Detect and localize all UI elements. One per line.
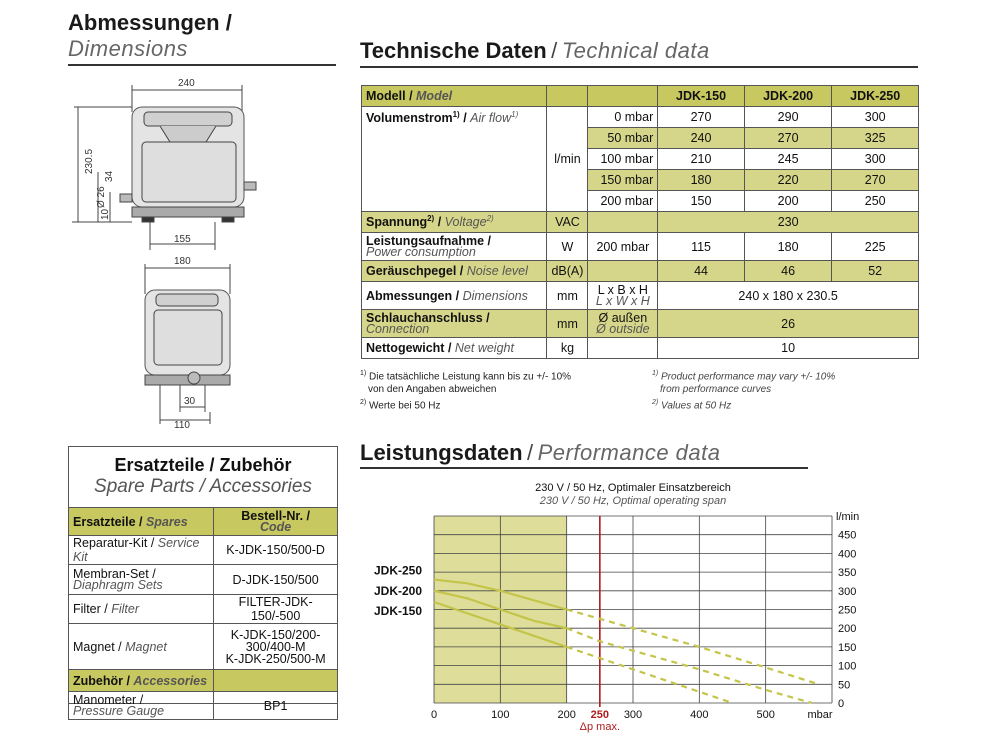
weight-label: Nettogewicht / Net weight: [362, 338, 547, 359]
airflow-cell: 300: [832, 149, 919, 170]
airflow-cell: 200: [744, 191, 832, 212]
y-tick-label: 200: [838, 623, 857, 636]
spare-filter: Filter / Filter: [69, 595, 214, 624]
spares-subtitle: Spare Parts / Accessories: [94, 476, 312, 497]
hose-label: Schlauchanschluss / Connection: [362, 310, 547, 338]
dims-label: Abmessungen / Dimensions: [362, 282, 547, 310]
hose-unit: mm: [547, 310, 588, 338]
code-filter: FILTER-JDK-150/-500: [214, 595, 338, 624]
airflow-cell: 270: [832, 170, 919, 191]
airflow-cell: 270: [658, 107, 745, 128]
airflow-p100: 100 mbar: [588, 149, 658, 170]
col-jdk250: JDK-250: [832, 86, 919, 107]
spare-service-kit: Reparatur-Kit / Service Kit: [69, 536, 214, 565]
code-service-kit: K-JDK-150/500-D: [214, 536, 338, 565]
airflow-unit: l/min: [547, 107, 588, 212]
dims-cond: L x B x H L x W x H: [588, 282, 658, 310]
power-unit: W: [547, 233, 588, 261]
chart-subtitle: 230 V / 50 Hz, Optimaler Einsatzbereich 230 V / 50 Hz, Optimal operating span: [535, 482, 731, 507]
series-label-jdk-250: JDK-250: [374, 563, 423, 578]
accessory-manometer: Manometer / Pressure Gauge: [69, 692, 214, 720]
series-label-jdk-150: JDK-150: [374, 604, 423, 619]
dim-label-30: 30: [184, 396, 196, 407]
hose-cond: Ø außen Ø outside: [588, 310, 658, 338]
airflow-cell: 250: [832, 191, 919, 212]
col-jdk200: JDK-200: [744, 86, 832, 107]
airflow-cell: 245: [744, 149, 832, 170]
dim-label-26: Ø 26: [96, 186, 107, 208]
y-tick-label: 300: [838, 585, 857, 598]
dim-label-240: 240: [178, 78, 195, 89]
x-tick-label: 100: [491, 709, 510, 721]
x-tick-label: 400: [690, 709, 709, 721]
x-tick-label: 300: [623, 709, 643, 721]
airflow-cell: 270: [744, 128, 832, 149]
noise-cell: 44: [658, 261, 745, 282]
airflow-p200: 200 mbar: [588, 191, 658, 212]
y-axis-label: l/min: [836, 511, 860, 523]
noise-cell: 52: [832, 261, 919, 282]
airflow-p0: 0 mbar: [588, 107, 658, 128]
voltage-unit: VAC: [547, 212, 588, 233]
code-diaphragm: D-JDK-150/500: [214, 565, 338, 595]
code-magnet: K-JDK-150/200- 300/400-M K-JDK-250/500-M: [214, 624, 338, 670]
x-tick-label: 200: [557, 709, 576, 721]
noise-label: Geräuschpegel / Noise level: [362, 261, 547, 282]
col-jdk150: JDK-150: [658, 86, 745, 107]
y-tick-label: 0: [838, 698, 845, 710]
airflow-p150: 150 mbar: [588, 170, 658, 191]
power-cell: 225: [832, 233, 919, 261]
airflow-p50: 50 mbar: [588, 128, 658, 149]
x-tick-label: 500: [756, 709, 775, 721]
dimensions-title: Abmessungen / Dimensions: [68, 10, 232, 61]
spares-table: [68, 507, 338, 720]
footnotes-de: $^{1)}$ Die tatsächliche Leistung kann bis zu +/- 10% von den Angaben abweichen $^{2)}$ Werte bei 50 Hz: [360, 370, 572, 412]
spares-box: [68, 446, 338, 718]
max-pressure-sublabel: Δp max.: [579, 721, 621, 733]
voltage-value: 230: [658, 212, 919, 233]
airflow-cell: 290: [744, 107, 832, 128]
weight-unit: kg: [547, 338, 588, 359]
accessories-head: Zubehör / Accessories: [69, 670, 214, 692]
hose-value: 26: [658, 310, 919, 338]
model-head: Modell / Model: [362, 86, 547, 107]
series-label-jdk-200: JDK-200: [374, 583, 423, 598]
code-head: Bestell-Nr. / Code: [214, 508, 338, 536]
dims-value: 240 x 180 x 230.5: [658, 282, 919, 310]
x-tick-label: 0: [430, 709, 438, 721]
y-tick-label: 350: [838, 567, 857, 580]
dim-label-155: 155: [174, 234, 191, 245]
footnotes-en: $^{1)}$ Product performance may vary +/- 10% from performance curves $^{2)}$ Values at 50 Hz: [652, 370, 836, 412]
airflow-cell: 220: [744, 170, 832, 191]
x-axis-label: mbar: [807, 709, 833, 721]
performance-title: Leistungsdaten / Performance data: [360, 440, 721, 465]
weight-value: 10: [658, 338, 919, 359]
airflow-cell: 150: [658, 191, 745, 212]
airflow-cell: 210: [658, 149, 745, 170]
spares-head: Ersatzteile / Spares: [69, 508, 214, 536]
pump-drawing: [70, 72, 340, 432]
tech-title: Technische Daten / Technical data: [360, 38, 710, 63]
noise-cell: 46: [744, 261, 832, 282]
series-line-dashed-jdk-150: [567, 647, 733, 703]
power-cell: 115: [658, 233, 745, 261]
dim-label-34: 34: [104, 170, 115, 182]
airflow-cell: 300: [832, 107, 919, 128]
performance-rule: [360, 467, 808, 469]
airflow-cell: 180: [658, 170, 745, 191]
dimensions-rule: [68, 64, 336, 66]
y-tick-label: 150: [838, 641, 857, 654]
y-tick-label: 50: [838, 679, 851, 692]
airflow-cell: 240: [658, 128, 745, 149]
y-tick-label: 400: [838, 548, 857, 561]
performance-chart: [360, 508, 880, 740]
y-tick-label: 100: [838, 660, 857, 673]
y-tick-label: 250: [838, 604, 857, 617]
dims-unit: mm: [547, 282, 588, 310]
noise-unit: dB(A): [547, 261, 588, 282]
dim-label-10: 10: [100, 208, 111, 220]
airflow-cell: 325: [832, 128, 919, 149]
voltage-label: Spannung$^{2)}$ / Voltage$^{2)}$: [362, 212, 547, 233]
spare-diaphragm: Membran-Set / Diaphragm Sets: [69, 565, 214, 595]
airflow-label: Volumenstrom$^{1)}$ / Air flow$^{1)}$: [362, 107, 547, 212]
tech-table: [361, 85, 919, 359]
code-manometer: BP1: [214, 692, 338, 720]
spare-magnet: Magnet / Magnet: [69, 624, 214, 670]
power-cond: 200 mbar: [588, 233, 658, 261]
power-label: Leistungsaufnahme / Power consumption: [362, 233, 547, 261]
y-tick-label: 450: [838, 529, 857, 542]
dim-label-110: 110: [174, 420, 190, 431]
tech-rule: [360, 66, 918, 68]
dim-label-height: 230.5: [84, 148, 95, 174]
dim-label-180: 180: [174, 256, 191, 267]
power-cell: 180: [744, 233, 832, 261]
max-pressure-label: 250: [590, 709, 610, 721]
spares-title: Ersatzteile / Zubehör: [114, 455, 292, 475]
